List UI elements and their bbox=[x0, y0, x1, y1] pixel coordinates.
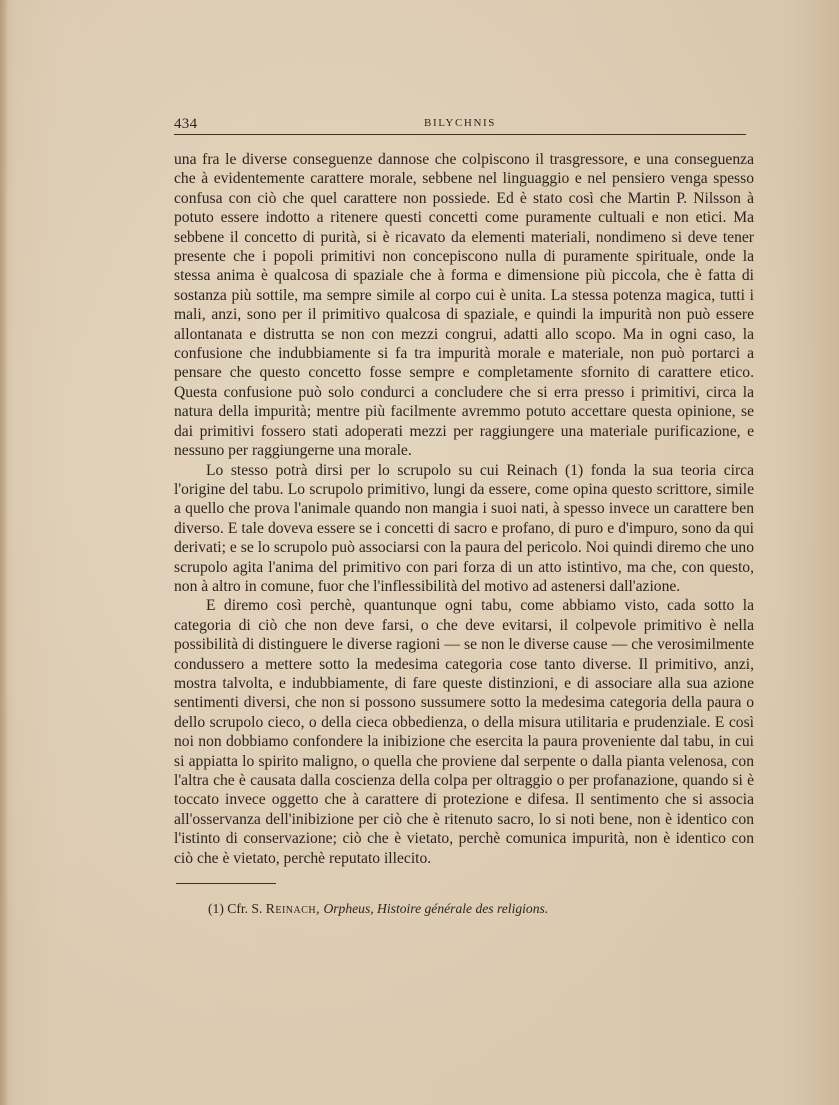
footnote-title: Orpheus, Histoire générale des religions. bbox=[323, 901, 549, 916]
header-rule bbox=[174, 134, 746, 135]
footnote-marker: (1) Cfr. S. bbox=[208, 901, 263, 916]
page-header bbox=[174, 116, 746, 136]
page-number: 434 bbox=[174, 116, 198, 132]
footnote-author: Reinach, bbox=[265, 901, 321, 916]
footnote bbox=[208, 901, 748, 917]
body-text bbox=[174, 150, 754, 868]
running-head: BILYCHNIS bbox=[424, 117, 496, 129]
paragraph-3: E diremo così perchè, quantunque ogni tabu, come abbiamo visto, cada sotto la categoria di ciò che non deve farsi, o che deve evitarsi, il colpevole primitivo è nella possibilità di distinguere le diverse ragioni — se non le diverse cause — che verosimilmente condussero a mettere sotto la medesima categoria cose tanto diverse. Il primitivo, anzi, mostra talvolta, e indubbiamente, di fare queste distinzioni, e di associare alla sua azione sentimenti diversi, che non si possono sussumere sotto la medesima categoria della paura o dello scrupolo cieco, o della cieca obbedienza, o della misura utilitaria e prudenziale. E così noi non dobbiamo confondere la inibizione che esercita la paura proveniente dal tabu, in cui si appiatta lo spirito maligno, o quella che proviene dal serpente o dalla pianta velenosa, con l'altra che è causata dalla coscienza della colpa per oltraggio o per profanazione, quando si è toccato invece oggetto che à carattere di protezione e difesa. Il sentimento che si associa all'osservanza dell'inibizione per ciò che è ritenuto sacro, lo si noti bene, non è identico con l'istinto di conservazione; ciò che è vietato, perchè comunica impurità, non è identico con ciò che è vietato, perchè reputato illecito. bbox=[174, 597, 754, 867]
paragraph-2: Lo stesso potrà dirsi per lo scrupolo su cui Reinach (1) fonda la sua teoria circa l'origine del tabu. Lo scrupolo primitivo, lungi da essere, come opina questo scrittore, simile a quello che prova l'animale quando non mangia i suoi nati, à spesso invece un carattere ben diverso. E tale doveva essere se i concetti di sacro e profano, di puro e d'impuro, sono da qui derivati; e se lo scrupolo può associarsi con la paura del pericolo. Noi quindi diremo che uno scrupolo agita l'anima del primitivo con pari forza di un atto istintivo, ma che, con questo, non à altro in comune, fuor che l'inflessibilità del motivo ad astenersi dall'azione. bbox=[174, 461, 754, 595]
paragraph-1: una fra le diverse conseguenze dannose che colpiscono il trasgressore, e una conseguenza che à evidentemente carattere morale, sebbene nel linguaggio e nel pensiero venga spesso confusa con ciò che quel carattere non possiede. Ed è stato così che Martin P. Nilsson à potuto essere indotto a ritenere questi concetti come puramente cultuali e non etici. Ma sebbene il concetto di purità, si è ricavato da elementi materiali, nondimeno si deve tener presente che i popoli primitivi non concepiscono nulla di puramente spirituale, onde la stessa anima è qualcosa di spaziale che à forma e dimensione più piccola, che è fatta di sostanza più sottile, ma sempre simile al corpo cui è unita. La stessa potenza magica, tutti i mali, anzi, sono per il primitivo qualcosa di spaziale, e quindi la impurità non può essere allontanata e distrutta se non con mezzi congrui, adatti allo scopo. Ma in ogni caso, la confusione che indubbiamente si fa tra impurità morale e materiale, non può portarci a pensare che questo concetto fosse sempre e completamente sfornito di carattere etico. Questa confusione può solo condurci a concludere che si erra presso i primitivi, circa la natura della impurità; mentre più facilmente avremmo potuto accettare questa opinione, se dai primitivi fossero stati adoperati mezzi per raggiungere una materiale purificazione, e nessuno per raggiungerne una morale. bbox=[174, 151, 754, 460]
footnote-rule bbox=[176, 883, 276, 884]
